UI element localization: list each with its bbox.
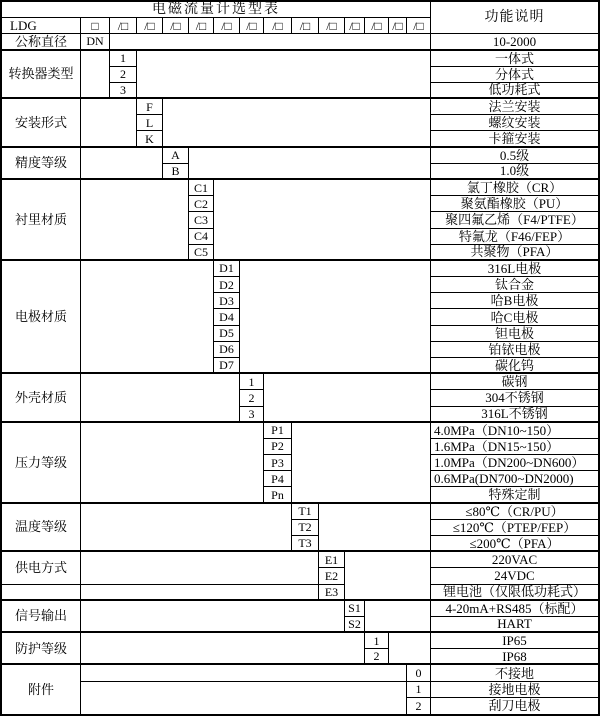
empty-cell — [163, 99, 431, 148]
code-cell: 2 — [110, 67, 137, 83]
empty-cell — [292, 423, 431, 504]
desc-cell: 分体式 — [431, 67, 598, 83]
empty-cell — [81, 665, 407, 681]
code-cell: S1 — [345, 601, 365, 617]
desc-cell: 刮刀电极 — [488, 698, 541, 714]
desc-cell: 304不锈钢 — [431, 390, 598, 406]
section-label-signal-output: 信号输出 — [2, 601, 81, 633]
desc-cell: 1.6MPa（DN15~150） — [431, 439, 598, 455]
code-cell: Pn — [264, 487, 292, 503]
section-label-accessories: 附件 — [2, 665, 81, 714]
code-cell: C2 — [189, 196, 214, 212]
code-cell: 2 — [407, 698, 431, 714]
desc-cell: 聚四氟乙烯（F4/PTFE） — [431, 212, 598, 228]
model-slot-cell: /□ — [189, 18, 214, 34]
empty-cell — [137, 51, 431, 100]
desc-cell: 哈B电极 — [431, 293, 598, 309]
code-cell: T2 — [292, 520, 319, 536]
empty-cell — [81, 180, 189, 261]
code-cell: C4 — [189, 229, 214, 245]
model-slot-cell: /□ — [292, 18, 319, 34]
code-cell: 2 — [240, 390, 264, 406]
code-cell: C5 — [189, 245, 214, 261]
model-slot-cell: /□ — [110, 18, 137, 34]
desc-cell: 碳化钨 — [431, 358, 598, 374]
empty-cell — [189, 148, 431, 180]
desc-cell: 316L不锈钢 — [431, 407, 598, 423]
empty-cell — [81, 374, 240, 423]
model-slot-cell: /□ — [389, 18, 407, 34]
desc-cell: 锂电池（仅限低功耗式） — [431, 585, 598, 601]
section-label-accuracy-class: 精度等级 — [2, 148, 81, 180]
desc-cell: 0.6MPa(DN700~DN2000) — [431, 471, 598, 487]
code-cell: B — [163, 164, 189, 180]
section-label-pressure-rating: 压力等级 — [2, 423, 81, 504]
model-box-cell: □ — [81, 18, 110, 34]
desc-cell: 低功耗式 — [431, 83, 598, 99]
model-slot-cell: /□ — [407, 18, 431, 34]
empty-cell — [81, 552, 319, 584]
desc-cell: 1.0级 — [431, 164, 598, 180]
empty-cell — [81, 99, 137, 148]
code-cell: 2 — [365, 649, 389, 665]
section-label-lining-material: 衬里材质 — [2, 180, 81, 261]
section-label-nominal-diameter: 公称直径 — [2, 34, 81, 50]
empty-cell — [319, 504, 431, 553]
desc-cell: 10-2000 — [431, 34, 598, 50]
desc-cell: 0.5级 — [431, 148, 598, 164]
model-prefix: LDG — [2, 18, 81, 34]
code-cell: K — [137, 131, 163, 147]
code-cell: S2 — [345, 617, 365, 633]
code-cell: F — [137, 99, 163, 115]
empty-cell — [81, 682, 407, 714]
desc-cell: 特氟龙（F46/FEP） — [431, 229, 598, 245]
empty-cell — [81, 51, 110, 100]
desc-cell: 聚氨酯橡胶（PU） — [431, 196, 598, 212]
section-label-housing-material: 外壳材质 — [2, 374, 81, 423]
desc-cell: 4.0MPa（DN10~150） — [431, 423, 598, 439]
empty-cell — [264, 374, 431, 423]
empty-cell — [214, 180, 431, 261]
code-cell: 1 — [110, 51, 137, 67]
empty-cell — [365, 601, 431, 633]
empty-cell — [2, 585, 81, 601]
code-cell: E1 — [319, 552, 345, 568]
table-title: 电磁流量计选型表 — [2, 2, 431, 18]
model-slot-cell: /□ — [365, 18, 389, 34]
desc-cell: 不接地 — [431, 665, 598, 681]
desc-cell: 碳钢 — [431, 374, 598, 390]
desc-cell: 氯丁橡胶（CR） — [431, 180, 598, 196]
section-label-protection-rating: 防护等级 — [2, 633, 81, 665]
code-cell: P3 — [264, 455, 292, 471]
code-cell: 1 — [240, 374, 264, 390]
section-label-power-supply: 供电方式 — [2, 552, 81, 584]
desc-cell: IP68 — [431, 649, 598, 665]
code-cell: 1 — [407, 682, 431, 698]
desc-cell: 螺纹安装 — [431, 115, 598, 131]
desc-cell: 220VAC — [431, 552, 598, 568]
model-slot-cell: /□ — [240, 18, 264, 34]
desc-cell: ≤200℃（PFA） — [431, 536, 598, 552]
code-cell: 0 — [407, 665, 431, 681]
empty-cell — [81, 504, 292, 553]
model-slot-cell: /□ — [163, 18, 189, 34]
model-slot-cell: /□ — [345, 18, 365, 34]
desc-cell: 卡箍安装 — [431, 131, 598, 147]
section-label-installation-type: 安装形式 — [2, 99, 81, 148]
code-cell: D5 — [214, 326, 240, 342]
empty-cell — [81, 601, 345, 633]
desc-cell: ≤80℃（CR/PU） — [431, 504, 598, 520]
desc-cell: 铂铱电极 — [431, 342, 598, 358]
empty-cell — [110, 34, 431, 50]
code-cell: P1 — [264, 423, 292, 439]
model-slot-cell: /□ — [264, 18, 292, 34]
desc-cell: HART — [431, 617, 598, 633]
code-cell: D4 — [214, 309, 240, 325]
function-column-header: 功能说明 — [431, 2, 598, 34]
desc-cell: 钽电极 — [431, 326, 598, 342]
code-cell: P4 — [264, 471, 292, 487]
desc-cell: 哈C电极 — [431, 309, 598, 325]
empty-cell — [81, 633, 365, 665]
code-cell: E3 — [319, 585, 345, 601]
code-cell: L — [137, 115, 163, 131]
model-slot-cell: /□ — [214, 18, 240, 34]
model-slot-cell: /□ — [137, 18, 163, 34]
desc-cell: 24VDC — [431, 568, 598, 584]
code-cell: DN — [81, 34, 110, 50]
section-label-temperature-rating: 温度等级 — [2, 504, 81, 553]
desc-cell: 316L电极 — [431, 261, 598, 277]
section-label-electrode-material: 电极材质 — [2, 261, 81, 374]
desc-cell: 一体式 — [431, 51, 598, 67]
empty-cell — [81, 585, 319, 601]
section-label-converter-type: 转换器类型 — [2, 51, 81, 100]
code-cell: 3 — [110, 83, 137, 99]
desc-cell: 法兰安装 — [431, 99, 598, 115]
desc-cell: 特殊定制 — [431, 487, 598, 503]
desc-cell: 1.0MPa（DN200~DN600） — [431, 455, 598, 471]
code-cell: T1 — [292, 504, 319, 520]
empty-cell — [389, 633, 431, 665]
empty-cell — [345, 552, 431, 601]
code-cell: C1 — [189, 180, 214, 196]
desc-cell: IP65 — [431, 633, 598, 649]
empty-cell — [81, 423, 264, 504]
empty-cell — [240, 261, 431, 374]
desc-cell: 钛合金 — [431, 277, 598, 293]
empty-cell — [81, 148, 163, 180]
code-cell: D2 — [214, 277, 240, 293]
model-slot-cell: /□ — [319, 18, 345, 34]
desc-cell: 接地电极 — [431, 682, 598, 698]
empty-cell — [81, 261, 214, 374]
code-cell: 3 — [240, 407, 264, 423]
desc-cell: 4-20mA+RS485（标配） — [431, 601, 598, 617]
code-cell: T3 — [292, 536, 319, 552]
code-cell: D7 — [214, 358, 240, 374]
code-cell: E2 — [319, 568, 345, 584]
code-cell: D6 — [214, 342, 240, 358]
code-cell: D3 — [214, 293, 240, 309]
code-cell: 1 — [365, 633, 389, 649]
code-cell: C3 — [189, 212, 214, 228]
code-cell: D1 — [214, 261, 240, 277]
desc-cell: ≤120℃（PTEP/FEP） — [431, 520, 598, 536]
code-cell: A — [163, 148, 189, 164]
desc-cell: 共聚物（PFA） — [431, 245, 598, 261]
code-cell: P2 — [264, 439, 292, 455]
